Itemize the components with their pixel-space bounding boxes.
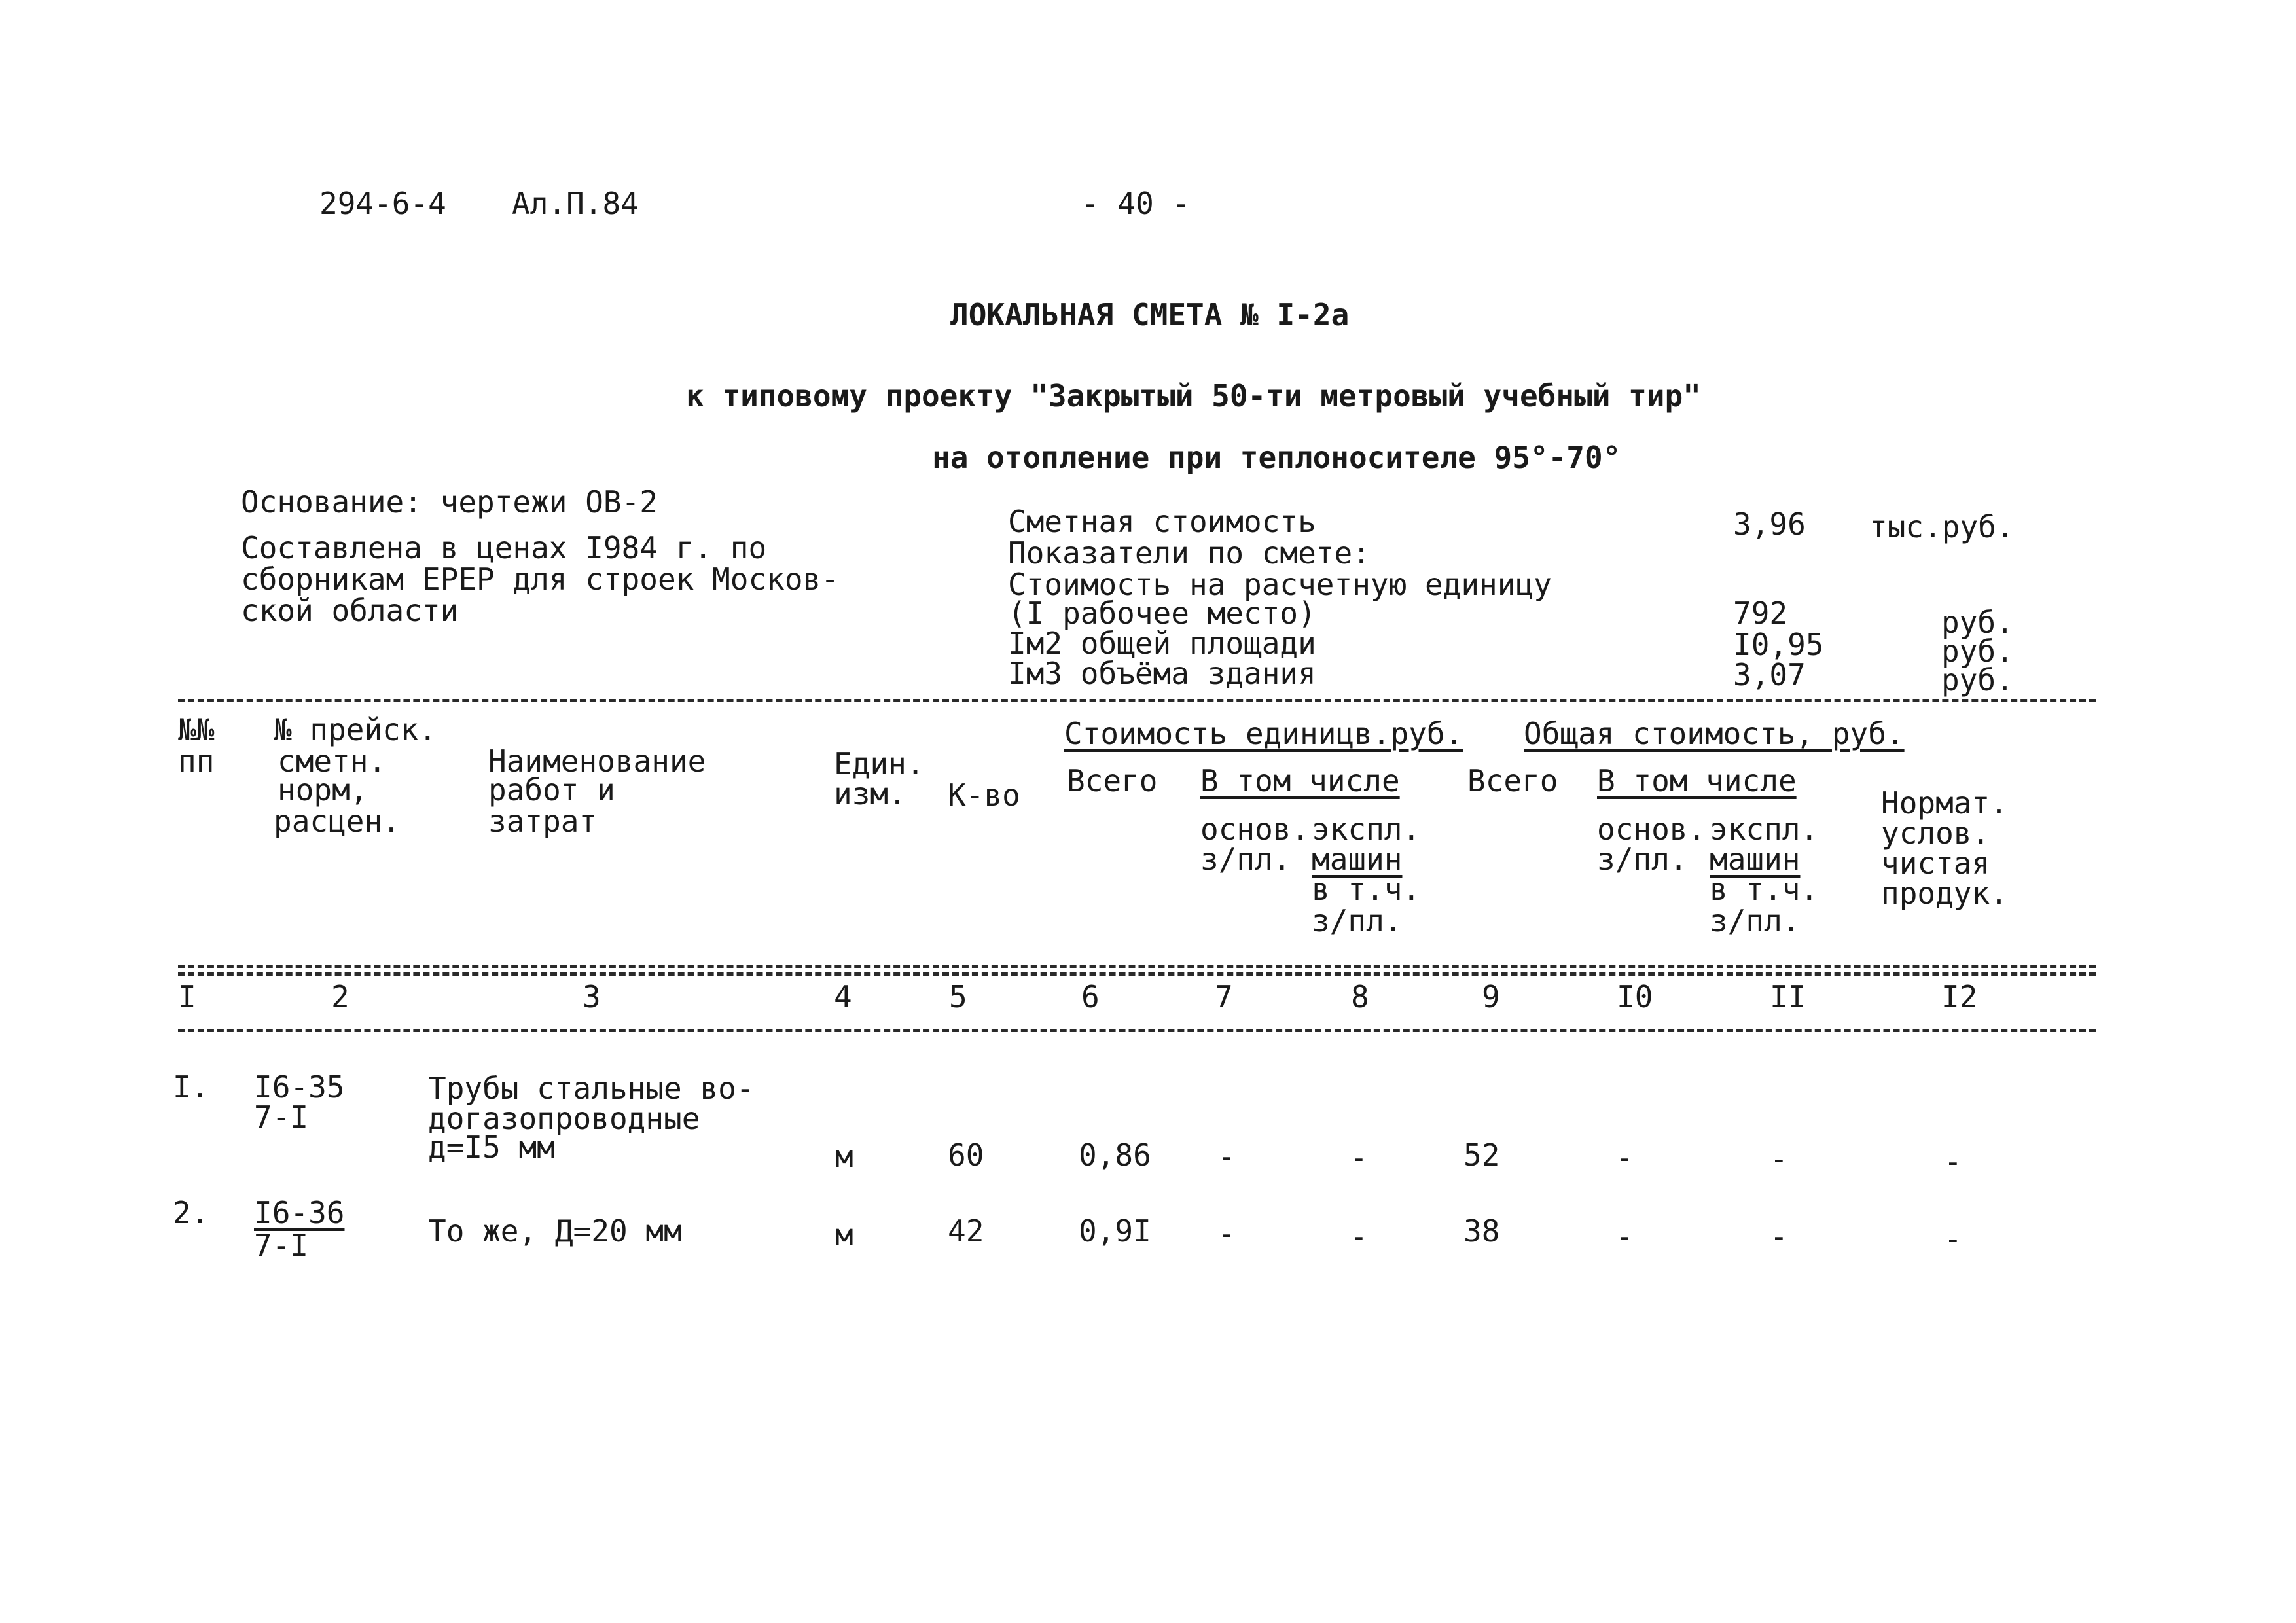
heating-line: на отопление при теплоносителе 95°-70° <box>932 440 1621 475</box>
unit-total-label: Всего <box>1067 763 1158 798</box>
basis-line-4: ской области <box>241 593 459 628</box>
row-1-ref-1: I6-35 <box>254 1069 345 1105</box>
col-ref-label-3: норм, <box>278 772 368 808</box>
estimate-cost-unit: тыс.руб. <box>1869 509 2015 544</box>
norm-label-1: Нормат. <box>1881 785 2008 821</box>
column-number: II <box>1770 979 1806 1014</box>
estimate-cost-label: Сметная стоимость <box>1008 504 1316 539</box>
column-number: 4 <box>834 979 852 1014</box>
basis-line-1: Основание: чертежи ОВ-2 <box>241 484 658 520</box>
indicators-label: Показатели по смете: <box>1008 535 1371 571</box>
row-1-name-3: д=I5 мм <box>428 1130 555 1165</box>
header-bottom-rule <box>178 965 2096 968</box>
workplace-label: (I рабочее место) <box>1008 596 1316 631</box>
column-number: 8 <box>1351 979 1369 1014</box>
column-number: 2 <box>331 979 350 1014</box>
row-1-qty: 60 <box>948 1137 984 1173</box>
col-num-label-1: №№ <box>178 712 215 747</box>
area-label: Iм2 общей площади <box>1008 626 1316 661</box>
project-line: к типовому проекту "Закрытый 50-ти метровый учебный тир" <box>686 378 1701 414</box>
column-number: 5 <box>949 979 967 1014</box>
row-2-unit-machine: - <box>1350 1219 1368 1254</box>
row-1-unit-wage: - <box>1217 1139 1236 1174</box>
column-numbers-rule <box>178 1029 2096 1032</box>
row-2-qty: 42 <box>948 1213 984 1249</box>
total-machine-label-2: машин <box>1710 842 1801 877</box>
unit-machine-label-2: машин <box>1312 842 1403 877</box>
row-2-total-wage: - <box>1615 1219 1634 1254</box>
row-2-unit: м <box>835 1217 853 1253</box>
col-name-label-3: затрат <box>488 804 598 839</box>
col-name-label-2: работ и <box>488 772 615 808</box>
col-qty-label: К-во <box>948 777 1020 813</box>
basis-line-3: сборникам ЕРЕР для строек Москов- <box>241 562 839 597</box>
page-number: - 40 - <box>1081 186 1191 221</box>
column-number: 3 <box>583 979 601 1014</box>
unit-wage-label-2: з/пл. <box>1200 842 1291 877</box>
row-1-name-2: догазопроводные <box>428 1101 700 1136</box>
norm-label-3: чистая <box>1881 846 1990 881</box>
workplace-value: 792 <box>1733 596 1788 631</box>
row-2-unit-wage: - <box>1217 1216 1236 1251</box>
col-unit-label-1: Един. <box>834 746 925 781</box>
row-2-total: 38 <box>1463 1213 1500 1249</box>
workplace-unit: руб. <box>1941 605 2014 640</box>
row-2-ref-2: 7-I <box>254 1228 309 1263</box>
column-number: 7 <box>1215 979 1233 1014</box>
unit-incl-label: В том числе <box>1200 763 1400 798</box>
row-2-norm: - <box>1944 1221 1962 1257</box>
document-code: 294-6-4 <box>319 186 446 221</box>
unit-cost-group-label: Стоимость единицв.руб. <box>1064 716 1463 751</box>
unit-wage-label-1: основ. <box>1200 812 1310 847</box>
col-name-label-1: Наименование <box>488 743 706 779</box>
row-2-total-machine: - <box>1770 1219 1788 1254</box>
total-incl-label: В том числе <box>1597 763 1797 798</box>
col-ref-label-4: расцен. <box>274 804 401 839</box>
row-2-ref-1: I6-36 <box>254 1195 345 1230</box>
total-machine-label-1: экспл. <box>1710 812 1819 847</box>
column-number: I <box>178 979 196 1014</box>
row-1-unit-total: 0,86 <box>1079 1137 1151 1173</box>
area-unit: руб. <box>1941 633 2014 669</box>
total-machine-label-3: в т.ч. <box>1710 872 1819 907</box>
table-top-rule <box>178 699 2096 702</box>
unit-machine-label-4: з/пл. <box>1312 903 1403 938</box>
col-unit-label-2: изм. <box>834 776 906 812</box>
total-machine-label-4: з/пл. <box>1710 903 1801 938</box>
basis-line-2: Составлена в ценах I984 г. по <box>241 530 767 565</box>
column-number: 9 <box>1482 979 1500 1014</box>
unit-machine-label-3: в т.ч. <box>1312 872 1421 907</box>
row-1-unit-machine: - <box>1350 1140 1368 1175</box>
row-1-total: 52 <box>1463 1137 1500 1173</box>
total-label: Всего <box>1467 763 1558 798</box>
row-1-num: I. <box>173 1069 209 1105</box>
column-number: I0 <box>1617 979 1653 1014</box>
row-1-ref-2: 7-I <box>254 1099 309 1135</box>
row-2-num: 2. <box>173 1195 209 1230</box>
row-1-norm: - <box>1944 1144 1962 1179</box>
col-ref-label-2: сметн. <box>278 743 387 779</box>
total-cost-group-label: Общая стоимость, руб. <box>1524 716 1905 751</box>
row-1-unit: м <box>835 1139 853 1174</box>
norm-label-2: услов. <box>1881 815 1990 851</box>
header-bottom-rule-2 <box>178 972 2096 976</box>
volume-unit: руб. <box>1941 662 2014 698</box>
area-value: I0,95 <box>1733 627 1824 662</box>
column-number: 6 <box>1081 979 1100 1014</box>
album-number: Ал.П.84 <box>512 186 639 221</box>
row-2-name-1: То же, Д=20 мм <box>428 1213 682 1249</box>
row-1-total-machine: - <box>1770 1141 1788 1177</box>
estimate-title: ЛОКАЛЬНАЯ СМЕТА № I-2а <box>950 297 1350 332</box>
per-unit-label: Стоимость на расчетную единицу <box>1008 567 1552 602</box>
row-1-name-1: Трубы стальные во- <box>428 1071 755 1106</box>
unit-machine-label-1: экспл. <box>1312 812 1421 847</box>
norm-label-4: продук. <box>1881 876 2008 911</box>
total-wage-label-2: з/пл. <box>1597 842 1688 877</box>
volume-value: 3,07 <box>1733 657 1806 692</box>
estimate-cost-value: 3,96 <box>1733 507 1806 542</box>
col-num-label-2: пп <box>178 743 215 779</box>
total-wage-label-1: основ. <box>1597 812 1706 847</box>
row-1-total-wage: - <box>1615 1140 1634 1175</box>
row-2-unit-total: 0,9I <box>1079 1213 1151 1249</box>
column-number: I2 <box>1941 979 1978 1014</box>
col-ref-label-1: № прейск. <box>274 712 437 747</box>
volume-label: Iм3 объёма здания <box>1008 656 1316 691</box>
